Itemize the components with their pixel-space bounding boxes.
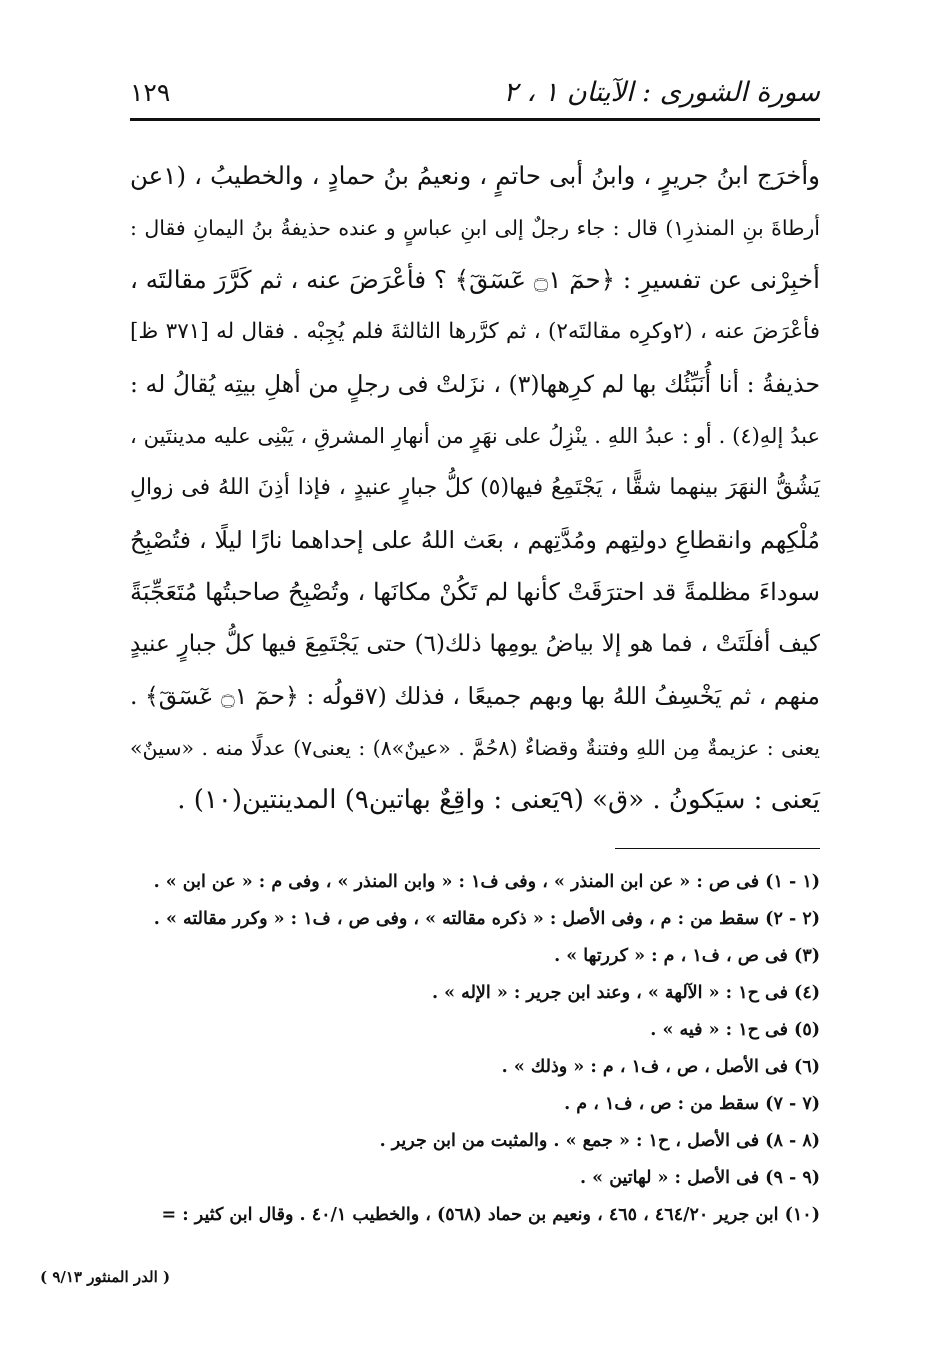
text-line: وأخرَج ابنُ جريرٍ ، وابنُ أبى حاتمٍ ، ونعيمُ بنُ حمادٍ ، والخطيبُ ، (١عن: [130, 161, 820, 190]
text-line: يَشُقُّ النهَرَ بينهما شقًّا ، يَجْتَمِعُ فيها(٥) كلُّ جبارٍ عنيدٍ ، فإذا أذِنَ اللهُ فى زوالِ: [130, 475, 820, 500]
footnote: (٤) فى ح١ : « الآلهة » ، وعند ابن جرير : « الإله » .: [431, 983, 820, 1003]
footnote: (٨ - ٨) فى الأصل ، ح١ : « جمع » . والمثبت من ابن جرير .: [379, 1131, 820, 1151]
text-line: منهم ، ثم يَخْسِفُ اللهُ بها وبهم جميعًا ، فذلك (٧قولُه : ﴿حمٓ ۝١ عٓسٓقٓ﴾ .: [130, 682, 820, 710]
footnote: (٢ - ٢) سقط من : م ، وفى الأصل : « ذكره مقالته » ، وفى ص ، ف١ : « وكرر مقالته » .: [153, 909, 820, 929]
source-reference: ( الدر المنثور ٩/١٣ ): [40, 1268, 171, 1286]
footnote: (٩ - ٩) فى الأصل : « لهاتين » .: [579, 1168, 820, 1188]
text-line: سوداءَ مظلمةً قد احترَقَتْ كأنها لم تَكُنْ مكانَها ، وتُصْبِحُ صاحبتُها مُتَعَجِّبَةً: [130, 578, 820, 606]
page-header: [130, 72, 820, 112]
main-text: [130, 150, 820, 826]
footnote: (٣) فى ص ، ف١ ، م : « كررتها » .: [554, 946, 820, 966]
header-rule: [130, 118, 820, 121]
text-line: كيف أفلَتَتْ ، فما هو إلا بياضُ يومِها ذلك(٦) حتى يَجْتَمِعَ فيها كلُّ جبارٍ عنيدٍ: [130, 631, 820, 657]
running-title: سورة الشورى : الآيتان ١ ، ٢: [503, 76, 820, 108]
text-line: مُلْكِهم وانقطاعِ دولتِهم ومُدَّتِهم ، بعَث اللهُ على إحداهما نارًا ليلًا ، فتُصْبِحُ: [130, 526, 820, 554]
text-line: فأعْرَضَ عنه ، (٢وكرِه مقالتَه٢) ، ثم كرَّرها الثالثةَ فلم يُجِبْه . فقال له [٣٧١ ظ]: [130, 319, 821, 344]
footnotes: [130, 864, 820, 1234]
footnote: (٧ - ٧) سقط من : ص ، ف١ ، م .: [564, 1094, 820, 1114]
text-line: عبدُ إلهِ(٤) . أو : عبدُ اللهِ . ينْزِلُ على نهَرٍ من أنهارِ المشرقِ ، يَبْنِى عليه مدينتَين ،: [130, 424, 821, 448]
text-line: يَعنى : سيَكونُ . «ق» (٩يَعنى : واقِعٌ بهاتين٩) المدينتين(١٠) .: [177, 785, 820, 815]
text-line: أخبِرْنى عن تفسيرِ : ﴿حمٓ ۝١ عٓسٓقٓ﴾ ؟ فأعْرَضَ عنه ، ثم كَرَّرَ مقالتَه ،: [130, 265, 820, 294]
footnote: (١ - ١) فى ص : « عن ابن المنذر » ، وفى ف١ : « وابن المنذر » ، وفى م : « عن ابن » .: [153, 872, 820, 892]
text-line: حذيفةُ : أنا أُنَبِّئُك بها لم كرِهها(٣) ، نزَلتْ فى رجلٍ من أهلِ بيتِه يُقالُ له :: [130, 370, 820, 398]
page-number: ١٢٩: [130, 77, 171, 107]
text-line: أرطاةَ بنِ المنذرِ١) قال : جاء رجلٌ إلى ابنِ عباسٍ و عنده حذيفةُ بنُ اليمانِ فقال :: [130, 216, 820, 240]
footnote: (٥) فى ح١ : « فيه » .: [650, 1020, 820, 1040]
footnote-separator: [615, 848, 820, 849]
footnote: (١٠) ابن جرير ٤٦٤/٢٠ ، ٤٦٥ ، ونعيم بن حماد (٥٦٨) ، والخطيب ٤٠/١ . وقال ابن كثير : =: [161, 1205, 820, 1225]
text-line: يعنى : عزيمةٌ مِن اللهِ وفتنةٌ وقضاءٌ (٨حُمَّ . «عينٌ»٨) : يعنى٧) عدلًا منه . «سينٌ»: [130, 736, 820, 760]
footnote: (٦) فى الأصل ، ص ، ف١ ، م : « وذلك » .: [501, 1057, 820, 1077]
